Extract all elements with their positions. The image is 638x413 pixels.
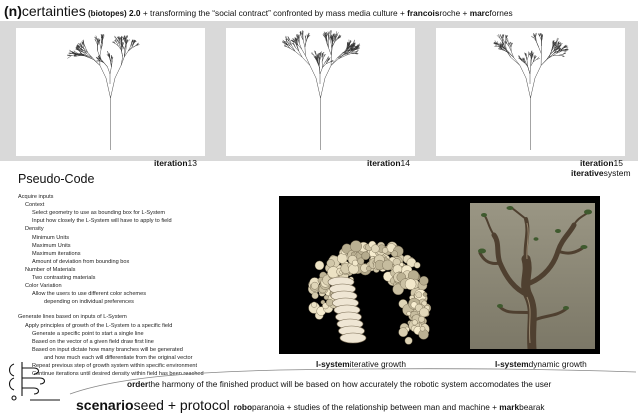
iteration-frame-1 [16,28,205,156]
pseudo-code-line: Context [25,202,45,209]
author-marc-rest: fornes [489,8,513,18]
pseudo-code-line: Number of Materials [25,266,76,273]
lsystem-tree-icon [16,28,205,156]
iteration-label-3: iteration15 [580,158,623,168]
iteration-frame-2 [226,28,415,156]
title-plus-1: + [142,8,148,18]
order-statement: orderthe harmony of the finished product will be based on how accurately the robotic system accomodates the user [127,379,552,389]
pseudo-code-line: Maximum iterations [32,250,81,257]
pseudo-code-line: Allow the users to use different color schemes [32,291,147,298]
pseudo-code-title: Pseudo-Code [18,172,95,186]
iterative-system-label: iterativesystem [571,168,631,178]
lsystem-tree-icon [436,28,625,156]
pseudo-code-line: Two contrasting materials [32,275,96,281]
title-plus-3: + [462,8,468,18]
pseudo-code-line: Apply principles of growth of the L-System to a specific field [25,322,173,329]
title-plus-2: + [399,8,405,18]
pseudo-code-line: Continue iterations until desired density within field has been reached [32,371,204,378]
author-marc-bold: marc [469,8,490,18]
title-transforming: transforming the “social contract” confronted by mass media culture [150,8,398,18]
organic-tree-icon [470,203,595,349]
lsystem-tree-icon [226,28,415,156]
pseudo-code-line: Input how closely the L-System will have to apply to field [32,218,172,225]
footer-seed: seed + protocol [133,397,230,413]
footer-mark: mark [499,402,520,412]
iteration-label-2: iteration14 [367,158,410,168]
header-title [4,3,513,19]
pseudo-code-line: Based on the vector of a given field draw first line [32,338,154,345]
iteration-frame-3 [436,28,625,156]
sculpture-render-icon [279,196,459,354]
pseudo-code-line: Minimum Units [32,234,69,241]
footer-bearak: bearak [519,402,545,412]
tree-render [470,203,595,349]
footer-title [76,397,545,413]
pseudo-code-line: Generate a specific point to start a single line [32,330,144,337]
title-version: 2.0 [129,8,141,18]
title-biotopes: (biotopes) [88,9,127,18]
pseudo-code-line: Amount of deviation from bounding box [32,258,130,265]
footer-paranoia: paranoia + studies of the relationship between man and machine + [252,402,497,412]
pseudo-code-line: Acquire inputs [18,194,54,200]
pseudo-code-line: and how much each will differentiate from the original vector [44,354,193,361]
pseudo-code-line: depending on individual preferences [44,299,134,306]
caption-dynamic-growth: l-systemdynamic growth [495,359,587,369]
pseudo-code-line: Generate lines based on inputs of L-System [18,314,127,321]
footer-robo: robo [233,402,253,412]
pseudo-code-line: Select geometry to use as bounding box for L-System [32,210,166,217]
pseudo-code-line: Maximum Units [32,242,71,249]
pseudo-code-line: Density [25,226,44,233]
author-francois-bold: francois [407,8,440,18]
title-certainties: certainties [21,3,86,19]
caption-iterative-growth: l-systemiterative growth [316,359,406,369]
author-francois-rest: roche [439,8,461,18]
footer-scenario: scenario [76,397,134,413]
pseudo-code-line: Based on input dictate how many branches will be generated [32,346,183,353]
iteration-label-1: iteration13 [154,158,197,168]
pseudo-code-line: Color Variation [25,283,62,290]
title-n: (n) [4,3,22,19]
pseudo-code-line: Repeat previous step of growth system within specific environment [32,363,198,369]
